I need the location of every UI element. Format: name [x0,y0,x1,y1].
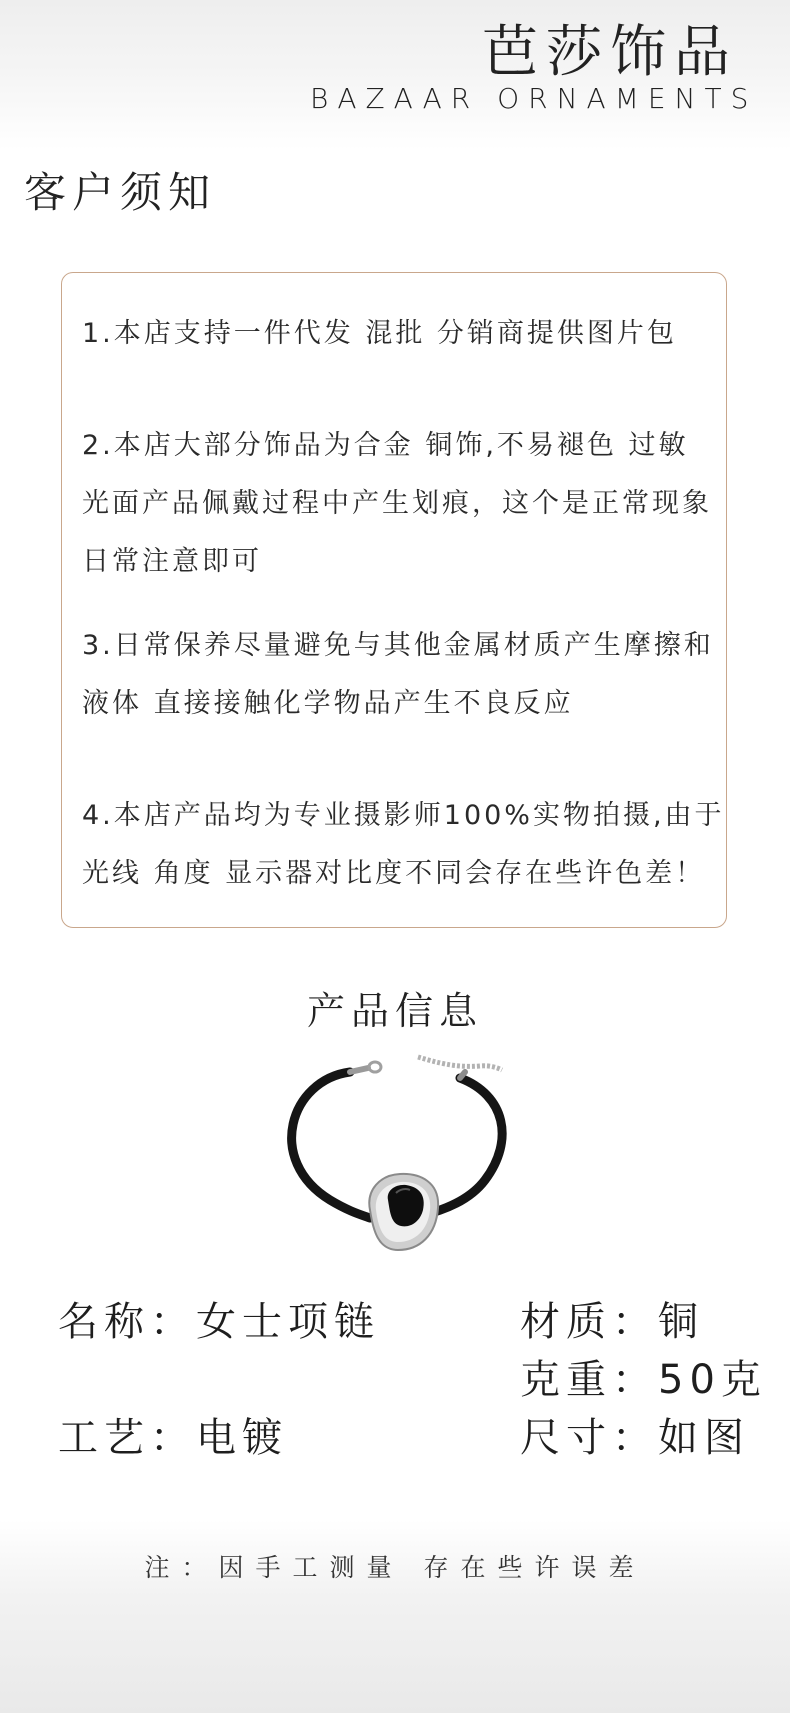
brand-name-cn: 芭莎饰品 [482,20,738,85]
brand-name-en: BAZAAR ORNAMENTS [310,82,758,115]
notice-line: 1.本店支持一件代发 混批 分销商提供图片包 [82,318,677,349]
product-craft: 工艺：电镀 [58,1415,288,1461]
notice-line: 日常注意即可 [82,546,262,577]
measurement-note: 注：因手工测量 存在些许误差 [144,1553,646,1582]
product-info-title: 产品信息 [306,989,483,1033]
necklace-image [270,1050,530,1270]
notice-title: 客户须知 [24,168,217,217]
product-weight: 克重：50克 [520,1357,767,1403]
product-size: 尺寸：如图 [520,1415,750,1461]
notice-box [61,272,727,928]
notice-line: 4.本店产品均为专业摄影师100%实物拍摄,由于 [82,800,725,831]
notice-line: 液体 直接接触化学物品产生不良反应 [82,688,574,719]
notice-line: 3.日常保养尽量避免与其他金属材质产生摩擦和 [82,630,714,661]
product-material: 材质：铜 [520,1299,704,1345]
notice-line: 光面产品佩戴过程中产生划痕，这个是正常现象 [82,488,712,519]
notice-line: 光线 角度 显示器对比度不同会存在些许色差！ [82,858,706,889]
notice-line: 2.本店大部分饰品为合金 铜饰,不易褪色 过敏 [82,430,689,461]
product-name: 名称：女士项链 [58,1299,380,1345]
